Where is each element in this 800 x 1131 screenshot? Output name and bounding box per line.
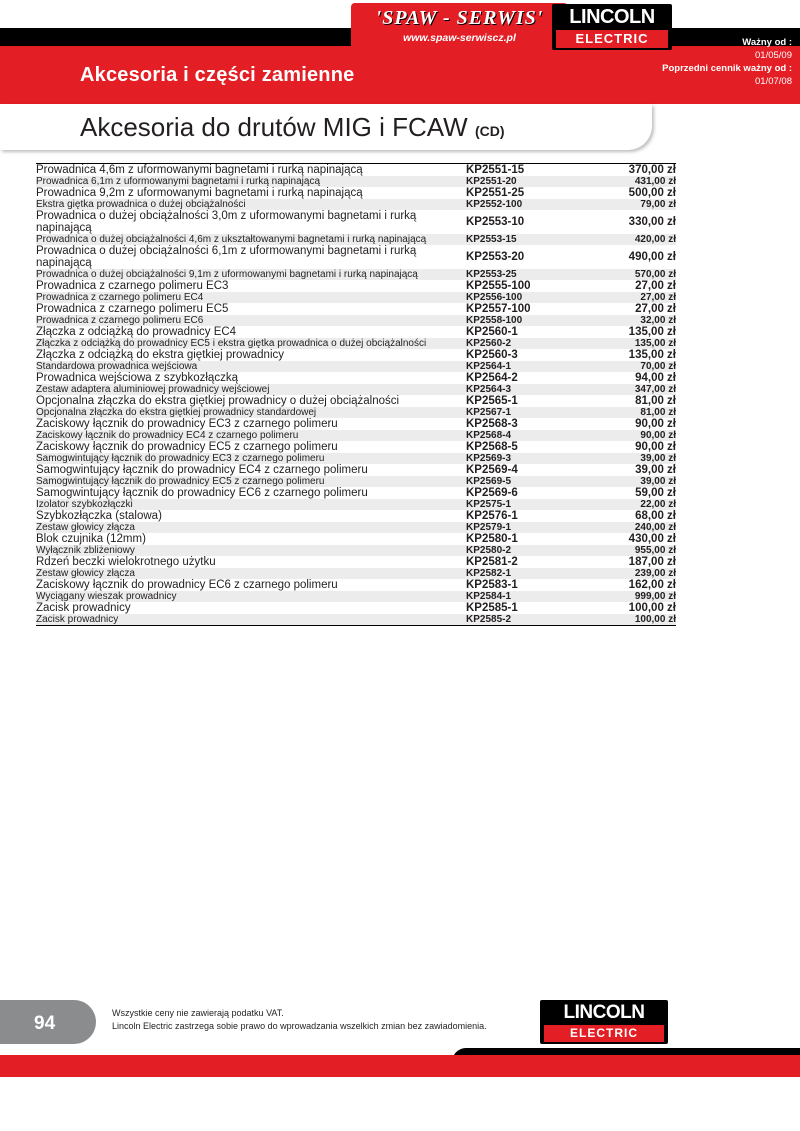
table-row [36,280,676,292]
table-row [36,269,676,280]
table-row [36,395,676,407]
product-price: 81,00 zł [576,407,676,418]
table-row [36,510,676,522]
product-price: 135,00 zł [576,349,676,361]
product-description: Izolator szybkozłączki [36,499,466,510]
product-price: 59,00 zł [576,487,676,499]
table-row [36,176,676,187]
product-price: 68,00 zł [576,510,676,522]
table-row [36,384,676,395]
page-number: 94 [34,1013,56,1034]
product-description: Zestaw głowicy złącza [36,568,466,579]
product-code: KP2565-1 [466,395,576,407]
product-price: 39,00 zł [576,476,676,487]
price-table-container [36,164,676,625]
product-code: KP2568-3 [466,418,576,430]
table-row [36,545,676,556]
product-price: 70,00 zł [576,361,676,372]
product-price: 240,00 zł [576,522,676,533]
table-row [36,187,676,199]
product-code: KP2569-4 [466,464,576,476]
product-description: Zaciskowy łącznik do prowadnicy EC5 z czarnego polimeru [36,441,466,453]
product-price: 27,00 zł [576,292,676,303]
product-description: Złączka z odciążką do prowadnicy EC5 i ekstra giętka prowadnica o dużej obciążalności [36,338,466,349]
product-code: KP2585-1 [466,602,576,614]
product-description: Blok czujnika (12mm) [36,533,466,545]
table-row [36,579,676,591]
previous-price-date: 01/07/08 [755,76,792,87]
product-code: KP2584-1 [466,591,576,602]
table-row [36,303,676,315]
section-title-suffix: (CD) [474,123,505,139]
product-description: Samogwintujący łącznik do prowadnicy EC5 z czarnego polimeru [36,476,466,487]
product-code: KP2552-100 [466,199,576,210]
product-price: 431,00 zł [576,176,676,187]
product-price: 90,00 zł [576,430,676,441]
product-description: Szybkozłączka (stalowa) [36,510,466,522]
product-code: KP2560-2 [466,338,576,349]
product-description: Złączka z odciążką do ekstra giętkiej prowadnicy [36,349,466,361]
product-code: KP2580-2 [466,545,576,556]
lincoln-electric-logo-footer [540,1000,668,1044]
product-price: 430,00 zł [576,533,676,545]
product-code: KP2569-6 [466,487,576,499]
table-row [36,349,676,361]
product-price: 570,00 zł [576,269,676,280]
header-black-curve [0,28,360,46]
product-price: 420,00 zł [576,234,676,245]
product-description: Prowadnica z czarnego polimeru EC3 [36,280,466,292]
validity-block [662,36,792,88]
product-price: 135,00 zł [576,326,676,338]
product-price: 39,00 zł [576,464,676,476]
product-description: Prowadnica o dużej obciążalności 3,0m z uformowanymi bagnetami i rurką napinającą [36,210,466,234]
product-code: KP2568-5 [466,441,576,453]
product-price: 500,00 zł [576,187,676,199]
product-description: Zacisk prowadnicy [36,614,466,625]
valid-from-label: Ważny od : [742,37,792,48]
footer-disclaimer-line1: Wszystkie ceny nie zawierają podatku VAT. [112,1008,284,1018]
electric-wordmark: ELECTRIC [556,30,668,48]
product-description: Zestaw głowicy złącza [36,522,466,533]
product-price: 90,00 zł [576,418,676,430]
table-row [36,326,676,338]
valid-from-date: 01/05/09 [755,50,792,61]
spaw-serwis-logo-name: 'SPAW - SERWIS' [375,7,544,29]
product-price: 239,00 zł [576,568,676,579]
product-description: Prowadnica 6,1m z uformowanymi bagnetami i rurką napinającą [36,176,466,187]
table-row [36,372,676,384]
product-code: KP2568-4 [466,430,576,441]
electric-wordmark-footer: ELECTRIC [544,1025,664,1042]
product-code: KP2564-2 [466,372,576,384]
table-row [36,556,676,568]
product-code: KP2580-1 [466,533,576,545]
product-code: KP2555-100 [466,280,576,292]
table-row [36,315,676,326]
lincoln-electric-logo-header [552,4,672,50]
table-row [36,602,676,614]
product-description: Prowadnica 4,6m z uformowanymi bagnetami i rurką napinającą [36,164,466,176]
product-description: Prowadnica o dużej obciążalności 6,1m z uformowanymi bagnetami i rurką napinającą [36,245,466,269]
product-code: KP2569-3 [466,453,576,464]
product-price: 100,00 zł [576,614,676,625]
spaw-serwis-logo-url: www.spaw-serwiscz.pl [403,32,516,44]
product-description: Samogwintujący łącznik do prowadnicy EC3 z czarnego polimeru [36,453,466,464]
product-code: KP2560-1 [466,326,576,338]
product-code: KP2557-100 [466,303,576,315]
product-description: Opcjonalna złączka do ekstra giętkiej prowadnicy standardowej [36,407,466,418]
table-row [36,591,676,602]
lincoln-wordmark-footer: LINCOLN [563,1002,645,1023]
product-code: KP2553-25 [466,269,576,280]
product-price: 81,00 zł [576,395,676,407]
product-description: Prowadnica z czarnego polimeru EC6 [36,315,466,326]
product-description: Standardowa prowadnica wejściowa [36,361,466,372]
product-description: Prowadnica z czarnego polimeru EC5 [36,303,466,315]
table-row [36,234,676,245]
product-price: 162,00 zł [576,579,676,591]
product-description: Wyłącznik zbliżeniowy [36,545,466,556]
product-price: 490,00 zł [576,245,676,269]
table-row [36,533,676,545]
product-price: 79,00 zł [576,199,676,210]
lincoln-wordmark: LINCOLN [569,6,655,28]
footer-disclaimer [112,1007,487,1033]
product-code: KP2581-2 [466,556,576,568]
product-price: 347,00 zł [576,384,676,395]
table-row [36,338,676,349]
product-description: Zaciskowy łącznik do prowadnicy EC3 z czarnego polimeru [36,418,466,430]
product-price: 90,00 zł [576,441,676,453]
product-code: KP2564-3 [466,384,576,395]
product-price: 27,00 zł [576,303,676,315]
product-description: Prowadnica z czarnego polimeru EC4 [36,292,466,303]
product-price: 330,00 zł [576,210,676,234]
product-code: KP2585-2 [466,614,576,625]
footer-disclaimer-line2: Lincoln Electric zastrzega sobie prawo do wprowadzania wszelkich zmian bez zawiadomienia. [112,1021,487,1031]
product-code: KP2553-15 [466,234,576,245]
product-price: 999,00 zł [576,591,676,602]
table-row [36,418,676,430]
product-code: KP2564-1 [466,361,576,372]
product-code: KP2575-1 [466,499,576,510]
table-row [36,199,676,210]
product-price: 27,00 zł [576,280,676,292]
product-description: Zaciskowy łącznik do prowadnicy EC6 z czarnego polimeru [36,579,466,591]
table-row [36,464,676,476]
product-code: KP2553-20 [466,245,576,269]
spaw-serwis-logo [352,4,567,52]
product-description: Prowadnica 9,2m z uformowanymi bagnetami i rurką napinającą [36,187,466,199]
footer-white-margin [0,1077,800,1131]
product-code: KP2558-100 [466,315,576,326]
product-code: KP2551-25 [466,187,576,199]
section-title-main: Akcesoria do drutów MIG i FCAW [80,112,468,142]
product-description: Prowadnica wejściowa z szybkozłączką [36,372,466,384]
price-table [36,164,676,625]
table-row [36,487,676,499]
product-code: KP2576-1 [466,510,576,522]
table-row [36,476,676,487]
product-description: Ekstra giętka prowadnica o dużej obciążalności [36,199,466,210]
section-title [80,112,504,143]
product-code: KP2560-3 [466,349,576,361]
product-code: KP2551-20 [466,176,576,187]
product-description: Opcjonalna złączka do ekstra giętkiej prowadnicy o dużej obciążalności [36,395,466,407]
table-row [36,407,676,418]
product-price: 22,00 zł [576,499,676,510]
product-price: 32,00 zł [576,315,676,326]
table-row [36,210,676,234]
table-row [36,430,676,441]
table-row [36,499,676,510]
product-code: KP2551-15 [466,164,576,176]
page-header [0,0,800,110]
product-code: KP2553-10 [466,210,576,234]
product-description: Zacisk prowadnicy [36,602,466,614]
table-row [36,361,676,372]
product-code: KP2582-1 [466,568,576,579]
table-row [36,441,676,453]
page-title: Akcesoria i części zamienne [80,64,355,86]
product-description: Wyciągany wieszak prowadnicy [36,591,466,602]
table-row [36,164,676,176]
footer-red-band [0,1055,800,1077]
product-description: Złączka z odciążką do prowadnicy EC4 [36,326,466,338]
product-description: Samogwintujący łącznik do prowadnicy EC6 z czarnego polimeru [36,487,466,499]
product-description: Zestaw adaptera aluminiowej prowadnicy wejściowej [36,384,466,395]
previous-price-label: Poprzedni cennik ważny od : [662,63,792,74]
product-description: Prowadnica o dużej obciążalności 9,1m z uformowanymi bagnetami i rurką napinającą [36,269,466,280]
table-bottom-rule [36,625,676,626]
product-price: 370,00 zł [576,164,676,176]
table-row [36,245,676,269]
product-price: 100,00 zł [576,602,676,614]
product-code: KP2556-100 [466,292,576,303]
product-description: Prowadnica o dużej obciążalności 4,6m z ukształtowanymi bagnetami i rurką napinającą [36,234,466,245]
product-price: 187,00 zł [576,556,676,568]
table-row [36,292,676,303]
table-row [36,568,676,579]
product-code: KP2579-1 [466,522,576,533]
product-description: Zaciskowy łącznik do prowadnicy EC4 z czarnego polimeru [36,430,466,441]
table-row [36,614,676,625]
product-price: 135,00 zł [576,338,676,349]
product-code: KP2583-1 [466,579,576,591]
product-description: Samogwintujący łącznik do prowadnicy EC4 z czarnego polimeru [36,464,466,476]
table-row [36,453,676,464]
product-price: 955,00 zł [576,545,676,556]
product-code: KP2569-5 [466,476,576,487]
product-price: 94,00 zł [576,372,676,384]
product-description: Rdzeń beczki wielokrotnego użytku [36,556,466,568]
table-row [36,522,676,533]
product-code: KP2567-1 [466,407,576,418]
product-price: 39,00 zł [576,453,676,464]
